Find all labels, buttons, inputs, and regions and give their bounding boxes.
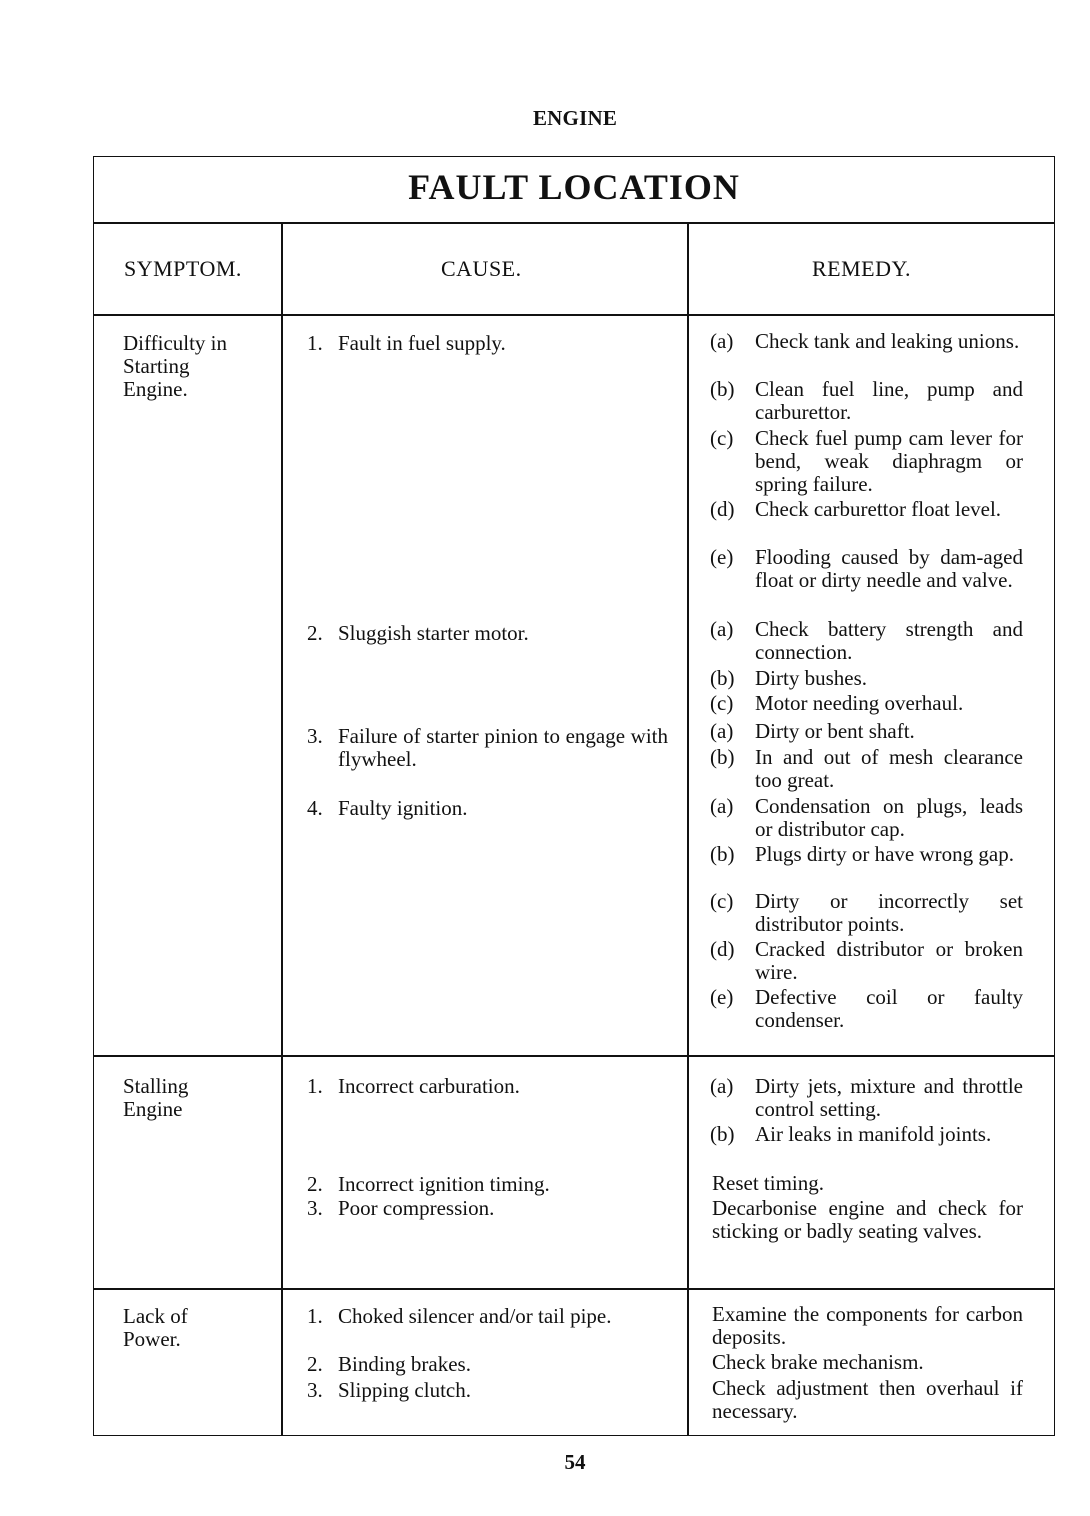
column-header-remedy: REMEDY. (812, 256, 912, 281)
remedy-text: Check battery strength and connection. (755, 617, 1023, 664)
cause-number: 3. (307, 724, 323, 748)
remedy-text: Motor needing overhaul. (755, 691, 964, 715)
remedy-label: (c) (710, 889, 734, 913)
cause-number: 4. (307, 796, 323, 820)
remedy-text: Decarbonise engine and check for sticking or badly seating valves. (712, 1196, 1023, 1243)
column-header-cause: CAUSE. (441, 256, 522, 281)
row-divider (93, 1055, 1055, 1057)
cause-text: Faulty ignition. (338, 796, 468, 820)
remedy-label: (a) (710, 794, 734, 818)
cause-text: Incorrect ignition timing. (338, 1172, 550, 1196)
cause-text: Incorrect carburation. (338, 1074, 520, 1098)
cause-number: 2. (307, 1172, 323, 1196)
symptom-text: Lack of Power. (123, 1304, 188, 1351)
title-divider (93, 222, 1055, 224)
remedy-text: Flooding caused by dam-aged float or dirty needle and valve. (755, 545, 1023, 592)
remedy-text: In and out of mesh clearance too great. (755, 745, 1023, 792)
remedy-label: (d) (710, 937, 735, 961)
remedy-text: Examine the components for carbon deposits. (712, 1302, 1023, 1349)
cause-number: 3. (307, 1196, 323, 1220)
table-title: FAULT LOCATION (408, 167, 740, 207)
symptom-text: Difficulty in Starting Engine. (123, 331, 228, 401)
section-heading: ENGINE (532, 106, 618, 130)
remedy-text: Clean fuel line, pump and carburettor. (755, 377, 1023, 424)
remedy-label: (b) (710, 745, 735, 769)
remedy-text: Air leaks in manifold joints. (755, 1122, 992, 1146)
remedy-text: Dirty jets, mixture and throttle control setting. (755, 1074, 1023, 1121)
cause-number: 1. (307, 1304, 323, 1328)
remedy-label: (e) (710, 545, 734, 569)
cause-text: Poor compression. (338, 1196, 495, 1220)
remedy-text: Dirty or bent shaft. (755, 719, 915, 743)
remedy-text: Cracked distributor or broken wire. (755, 937, 1023, 984)
column-divider (687, 222, 689, 1436)
remedy-label: (a) (710, 1074, 734, 1098)
remedy-label: (b) (710, 842, 735, 866)
cause-text: Failure of starter pinion to engage with flywheel. (338, 724, 668, 771)
remedy-text: Check carburettor float level. (755, 497, 1002, 521)
cause-number: 1. (307, 1074, 323, 1098)
remedy-text: Check fuel pump cam lever for bend, weak diaphragm or spring failure. (755, 426, 1023, 496)
cause-text: Binding brakes. (338, 1352, 471, 1376)
cause-text: Fault in fuel supply. (338, 331, 506, 355)
remedy-text: Dirty bushes. (755, 666, 867, 690)
cause-text: Choked silencer and/or tail pipe. (338, 1304, 612, 1328)
remedy-text: Plugs dirty or have wrong gap. (755, 842, 1014, 866)
remedy-label: (c) (710, 426, 734, 450)
remedy-label: (a) (710, 617, 734, 641)
cause-number: 3. (307, 1378, 323, 1402)
cause-number: 1. (307, 331, 323, 355)
cause-text: Slipping clutch. (338, 1378, 471, 1402)
remedy-label: (a) (710, 329, 734, 353)
remedy-text: Reset timing. (712, 1171, 824, 1195)
row-divider (93, 1288, 1055, 1290)
header-divider (93, 314, 1055, 316)
remedy-text: Check adjustment then overhaul if necessary. (712, 1376, 1023, 1423)
page-number: 54 (564, 1450, 586, 1474)
remedy-text: Check tank and leaking unions. (755, 329, 1020, 353)
cause-number: 2. (307, 621, 323, 645)
remedy-label: (d) (710, 497, 735, 521)
column-divider (281, 222, 283, 1436)
remedy-label: (a) (710, 719, 734, 743)
cause-text: Sluggish starter motor. (338, 621, 529, 645)
remedy-text: Defective coil or faulty condenser. (755, 985, 1023, 1032)
remedy-label: (e) (710, 985, 734, 1009)
cause-number: 2. (307, 1352, 323, 1376)
remedy-text: Condensation on plugs, leads or distributor cap. (755, 794, 1023, 841)
symptom-text: Stalling Engine (123, 1074, 189, 1121)
remedy-label: (b) (710, 666, 735, 690)
remedy-label: (b) (710, 377, 735, 401)
remedy-text: Check brake mechanism. (712, 1350, 924, 1374)
column-header-symptom: SYMPTOM. (124, 256, 242, 281)
remedy-text: Dirty or incorrectly set distributor points. (755, 889, 1023, 936)
remedy-label: (c) (710, 691, 734, 715)
remedy-label: (b) (710, 1122, 735, 1146)
